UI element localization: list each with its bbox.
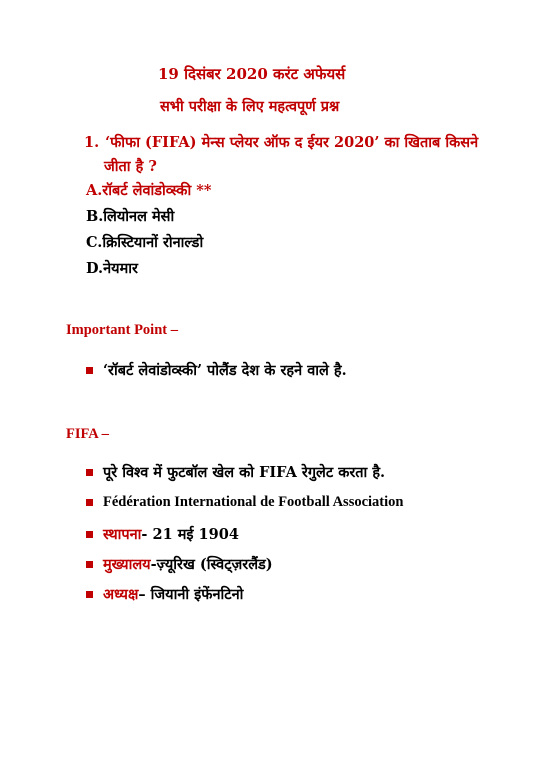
document-subtitle: सभी परीक्षा के लिए महत्वपूर्ण प्रश्न bbox=[160, 98, 340, 115]
bullet-square-icon bbox=[86, 469, 93, 476]
bullet-square-icon bbox=[86, 367, 93, 374]
bullet-text: ‘रॉबर्ट लेवांडोव्स्की’ पोलैंड देश के रहने वाले है. bbox=[103, 362, 347, 379]
bullet-square-icon bbox=[86, 561, 93, 568]
bullet-square-icon bbox=[86, 531, 93, 538]
document-title: 19 दिसंबर 2020 करंट अफेयर्स bbox=[158, 65, 346, 83]
important-point-bullet bbox=[86, 360, 347, 380]
question-text-line1: ‘फीफा (FIFA) मेन्स प्लेयर ऑफ द ईयर 2020’ का खिताब किसने bbox=[105, 134, 479, 151]
question-text-line2: जीता है ? bbox=[104, 158, 157, 175]
fifa-heading: FIFA – bbox=[66, 426, 109, 442]
fifa-bullet-regulation bbox=[86, 462, 385, 482]
question-number: 1. bbox=[84, 134, 100, 151]
bullet-value: - 21 मई 1904 bbox=[141, 526, 239, 543]
fifa-bullet-headquarters bbox=[86, 554, 273, 574]
bullet-label: मुख्यालय bbox=[103, 556, 151, 573]
bullet-square-icon bbox=[86, 499, 93, 506]
bullet-value: – जियानी इंफेंनटिनो bbox=[138, 586, 244, 603]
option-b: B.लियोनल मेसी bbox=[86, 208, 175, 225]
bullet-value: -ज़्यूरिख (स्विट्ज़रलैंड) bbox=[150, 556, 273, 573]
option-c: C.क्रिस्टियानों रोनाल्डो bbox=[86, 234, 204, 251]
bullet-square-icon bbox=[86, 591, 93, 598]
bullet-label: स्थापना bbox=[103, 526, 142, 543]
question-1 bbox=[84, 131, 494, 179]
option-a: A.रॉबर्ट लेवांडोव्स्की ** bbox=[86, 182, 212, 199]
important-point-heading: Important Point – bbox=[66, 322, 178, 338]
option-d: D.नेयमार bbox=[86, 260, 138, 277]
fifa-bullet-president bbox=[86, 584, 243, 604]
fifa-bullet-founded bbox=[86, 524, 239, 544]
bullet-text: पूरे विश्व में फुटबॉल खेल को FIFA रेगुलेट करता है. bbox=[103, 464, 386, 481]
fifa-bullet-fullname bbox=[86, 494, 403, 511]
bullet-label: अध्यक्ष bbox=[103, 586, 139, 603]
bullet-text: Fédération International de Football Association bbox=[103, 494, 404, 510]
